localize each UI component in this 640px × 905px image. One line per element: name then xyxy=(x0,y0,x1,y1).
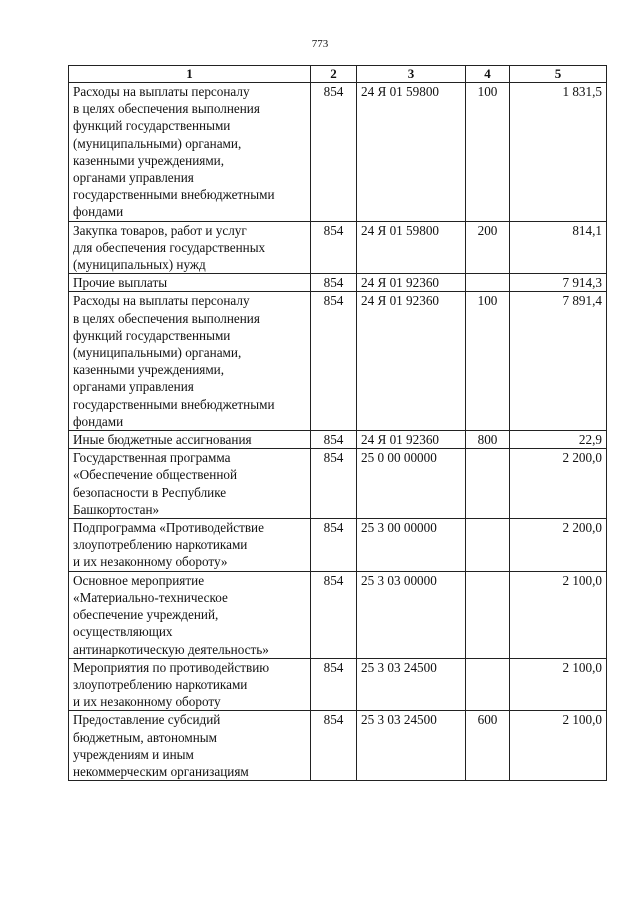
row-name-cell: Расходы на выплаты персоналу в целях обеспечения выполнения функций государственными (муниципальными) органами, казенными учреждениями, органами управления государственными внебюджетными фондами xyxy=(69,83,311,222)
row-name-cell: Мероприятия по противодействию злоупотреблению наркотиками и их незаконному обороту xyxy=(69,658,311,711)
row-grbs-cell: 854 xyxy=(311,431,357,449)
table-row xyxy=(69,83,607,222)
table-row xyxy=(69,449,607,519)
table-row xyxy=(69,711,607,781)
row-vr-cell: 100 xyxy=(466,292,510,431)
row-vr-cell xyxy=(466,571,510,658)
row-sum-cell: 814,1 xyxy=(510,221,607,274)
row-name-cell: Расходы на выплаты персоналу в целях обеспечения выполнения функций государственными (муниципальными) органами, казенными учреждениями, органами управления государственными внебюджетными фондами xyxy=(69,292,311,431)
row-csr-cell: 24 Я 01 92360 xyxy=(357,274,466,292)
row-name-cell: Предоставление субсидий бюджетным, автономным учреждениям и иным некоммерческим организациям xyxy=(69,711,311,781)
row-name-cell: Иные бюджетные ассигнования xyxy=(69,431,311,449)
row-name-cell: Закупка товаров, работ и услуг для обеспечения государственных (муниципальных) нужд xyxy=(69,221,311,274)
column-header: 2 xyxy=(311,66,357,83)
column-header: 3 xyxy=(357,66,466,83)
row-grbs-cell: 854 xyxy=(311,221,357,274)
row-grbs-cell: 854 xyxy=(311,83,357,222)
table-row xyxy=(69,658,607,711)
table-row xyxy=(69,431,607,449)
row-csr-cell: 24 Я 01 92360 xyxy=(357,292,466,431)
row-csr-cell: 24 Я 01 92360 xyxy=(357,431,466,449)
row-vr-cell: 100 xyxy=(466,83,510,222)
row-csr-cell: 25 3 03 24500 xyxy=(357,711,466,781)
row-grbs-cell: 854 xyxy=(311,711,357,781)
table-row xyxy=(69,571,607,658)
row-csr-cell: 25 3 03 24500 xyxy=(357,658,466,711)
row-name-cell: Государственная программа «Обеспечение общественной безопасности в Республике Башкортостан» xyxy=(69,449,311,519)
table-header-row xyxy=(69,66,607,83)
column-header: 4 xyxy=(466,66,510,83)
row-grbs-cell: 854 xyxy=(311,274,357,292)
column-header: 1 xyxy=(69,66,311,83)
table-row xyxy=(69,274,607,292)
row-sum-cell: 7 914,3 xyxy=(510,274,607,292)
row-vr-cell: 600 xyxy=(466,711,510,781)
row-sum-cell: 1 831,5 xyxy=(510,83,607,222)
row-grbs-cell: 854 xyxy=(311,449,357,519)
row-vr-cell xyxy=(466,519,510,572)
row-vr-cell xyxy=(466,449,510,519)
row-sum-cell: 2 200,0 xyxy=(510,449,607,519)
row-csr-cell: 25 3 03 00000 xyxy=(357,571,466,658)
row-vr-cell xyxy=(466,658,510,711)
row-vr-cell: 800 xyxy=(466,431,510,449)
row-sum-cell: 2 100,0 xyxy=(510,571,607,658)
row-csr-cell: 25 0 00 00000 xyxy=(357,449,466,519)
table-row xyxy=(69,221,607,274)
row-name-cell: Основное мероприятие «Материально-техническое обеспечение учреждений, осуществляющих антинаркотическую деятельность» xyxy=(69,571,311,658)
row-grbs-cell: 854 xyxy=(311,658,357,711)
row-sum-cell: 2 100,0 xyxy=(510,711,607,781)
row-grbs-cell: 854 xyxy=(311,519,357,572)
row-vr-cell xyxy=(466,274,510,292)
column-header: 5 xyxy=(510,66,607,83)
row-sum-cell: 2 100,0 xyxy=(510,658,607,711)
row-vr-cell: 200 xyxy=(466,221,510,274)
row-name-cell: Подпрограмма «Противодействие злоупотреблению наркотиками и их незаконному обороту» xyxy=(69,519,311,572)
row-sum-cell: 7 891,4 xyxy=(510,292,607,431)
row-name-cell: Прочие выплаты xyxy=(69,274,311,292)
budget-table xyxy=(68,65,607,781)
row-csr-cell: 24 Я 01 59800 xyxy=(357,83,466,222)
table-row xyxy=(69,292,607,431)
row-grbs-cell: 854 xyxy=(311,571,357,658)
table-row xyxy=(69,519,607,572)
row-csr-cell: 24 Я 01 59800 xyxy=(357,221,466,274)
page-number: 773 xyxy=(311,38,329,50)
row-csr-cell: 25 3 00 00000 xyxy=(357,519,466,572)
row-sum-cell: 22,9 xyxy=(510,431,607,449)
row-sum-cell: 2 200,0 xyxy=(510,519,607,572)
row-grbs-cell: 854 xyxy=(311,292,357,431)
